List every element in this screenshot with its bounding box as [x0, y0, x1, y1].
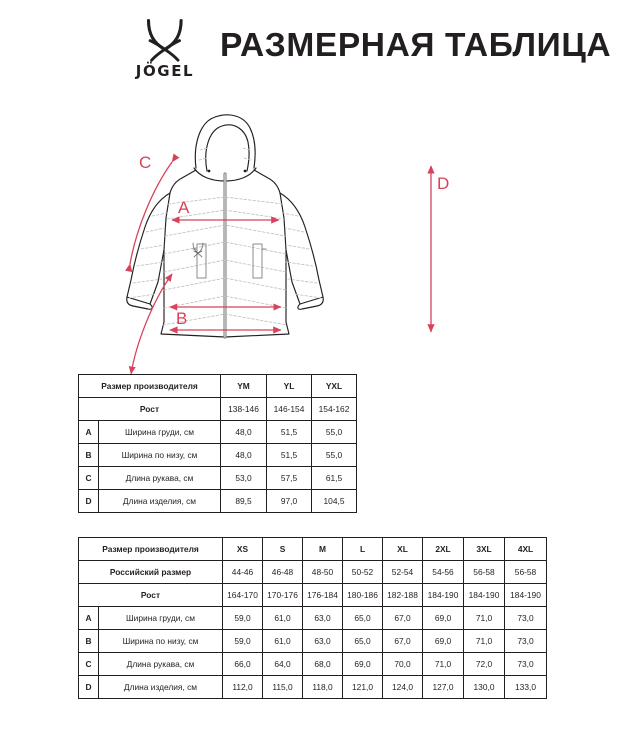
youth-col-0: YM	[221, 375, 267, 398]
measure-label-d: D	[437, 174, 450, 193]
youth-col-1: YL	[267, 375, 312, 398]
adult-b-5: 69,0	[423, 630, 464, 653]
brand-logo	[128, 18, 202, 79]
adult-manufacturer-size-label: Размер производителя	[79, 538, 223, 561]
adult-c-6: 72,0	[464, 653, 505, 676]
brand-wordmark: JÖGEL	[135, 61, 195, 80]
adult-d-1: 115,0	[263, 676, 303, 699]
adult-row-name-b: Ширина по низу, см	[99, 630, 223, 653]
adult-ru-4: 52-54	[383, 561, 423, 584]
adult-a-7: 73,0	[505, 607, 547, 630]
table-row	[79, 421, 357, 444]
youth-manufacturer-size-label: Размер производителя	[79, 375, 221, 398]
youth-c-0: 53,0	[221, 467, 267, 490]
adult-b-4: 67,0	[383, 630, 423, 653]
youth-row-name-a: Ширина груди, см	[99, 421, 221, 444]
adult-h-1: 170-176	[263, 584, 303, 607]
adult-d-3: 121,0	[343, 676, 383, 699]
table-row-manufacturer-size	[79, 375, 357, 398]
adult-c-1: 64,0	[263, 653, 303, 676]
adult-a-2: 63,0	[303, 607, 343, 630]
adult-col-5: 2XL	[423, 538, 464, 561]
size-table-youth	[78, 374, 357, 513]
adult-ru-1: 46-48	[263, 561, 303, 584]
youth-a-0: 48,0	[221, 421, 267, 444]
youth-height-2: 154-162	[312, 398, 357, 421]
table-row-russian-size	[79, 561, 547, 584]
adult-ru-7: 56-58	[505, 561, 547, 584]
youth-row-letter-c: C	[79, 467, 99, 490]
adult-col-2: M	[303, 538, 343, 561]
youth-d-0: 89,5	[221, 490, 267, 513]
youth-row-name-d: Длина изделия, см	[99, 490, 221, 513]
adult-ru-5: 54-56	[423, 561, 464, 584]
adult-d-7: 133,0	[505, 676, 547, 699]
adult-ru-3: 50-52	[343, 561, 383, 584]
adult-ru-6: 56-58	[464, 561, 505, 584]
table-row	[79, 607, 547, 630]
youth-b-0: 48,0	[221, 444, 267, 467]
table-row	[79, 490, 357, 513]
adult-h-2: 176-184	[303, 584, 343, 607]
adult-a-3: 65,0	[343, 607, 383, 630]
adult-h-6: 184-190	[464, 584, 505, 607]
adult-ru-2: 48-50	[303, 561, 343, 584]
youth-row-name-b: Ширина по низу, см	[99, 444, 221, 467]
youth-height-1: 146-154	[267, 398, 312, 421]
adult-row-letter-d: D	[79, 676, 99, 699]
adult-b-2: 63,0	[303, 630, 343, 653]
adult-a-0: 59,0	[223, 607, 263, 630]
adult-h-0: 164-170	[223, 584, 263, 607]
table-row-manufacturer-size	[79, 538, 547, 561]
jacket-illustration	[0, 92, 624, 374]
adult-col-4: XL	[383, 538, 423, 561]
adult-d-5: 127,0	[423, 676, 464, 699]
table-row	[79, 630, 547, 653]
adult-c-5: 71,0	[423, 653, 464, 676]
adult-b-6: 71,0	[464, 630, 505, 653]
table-row-height	[79, 584, 547, 607]
youth-c-2: 61,5	[312, 467, 357, 490]
youth-a-2: 55,0	[312, 421, 357, 444]
adult-col-6: 3XL	[464, 538, 505, 561]
adult-h-5: 184-190	[423, 584, 464, 607]
adult-h-3: 180-186	[343, 584, 383, 607]
adult-col-0: XS	[223, 538, 263, 561]
adult-col-7: 4XL	[505, 538, 547, 561]
adult-row-letter-a: A	[79, 607, 99, 630]
jogel-cup-logo-icon	[142, 18, 188, 63]
adult-c-7: 73,0	[505, 653, 547, 676]
adult-d-2: 118,0	[303, 676, 343, 699]
adult-a-6: 71,0	[464, 607, 505, 630]
adult-russian-size-label: Российский размер	[79, 561, 223, 584]
table-row	[79, 653, 547, 676]
adult-d-0: 112,0	[223, 676, 263, 699]
table-row	[79, 467, 357, 490]
page-title: РАЗМЕРНАЯ ТАБЛИЦА	[220, 27, 612, 65]
youth-row-letter-a: A	[79, 421, 99, 444]
adult-ru-0: 44-46	[223, 561, 263, 584]
adult-c-2: 68,0	[303, 653, 343, 676]
youth-d-1: 97,0	[267, 490, 312, 513]
measure-label-c: C	[139, 153, 152, 172]
youth-row-name-c: Длина рукава, см	[99, 467, 221, 490]
adult-a-1: 61,0	[263, 607, 303, 630]
adult-row-letter-b: B	[79, 630, 99, 653]
adult-b-0: 59,0	[223, 630, 263, 653]
adult-b-7: 73,0	[505, 630, 547, 653]
measure-label-a: A	[178, 198, 190, 217]
youth-b-2: 55,0	[312, 444, 357, 467]
youth-row-letter-b: B	[79, 444, 99, 467]
youth-col-2: YXL	[312, 375, 357, 398]
table-row	[79, 676, 547, 699]
youth-d-2: 104,5	[312, 490, 357, 513]
youth-height-0: 138-146	[221, 398, 267, 421]
adult-c-3: 69,0	[343, 653, 383, 676]
measure-arrow-c	[130, 162, 172, 264]
adult-d-6: 130,0	[464, 676, 505, 699]
adult-d-4: 124,0	[383, 676, 423, 699]
adult-c-4: 70,0	[383, 653, 423, 676]
youth-height-label: Рост	[79, 398, 221, 421]
table-row	[79, 444, 357, 467]
measure-label-b: B	[176, 309, 188, 328]
adult-row-letter-c: C	[79, 653, 99, 676]
adult-col-1: S	[263, 538, 303, 561]
youth-c-1: 57,5	[267, 467, 312, 490]
adult-row-name-a: Ширина груди, см	[99, 607, 223, 630]
adult-col-3: L	[343, 538, 383, 561]
size-table-adult	[78, 537, 547, 699]
adult-h-7: 184-190	[505, 584, 547, 607]
youth-b-1: 51,5	[267, 444, 312, 467]
adult-b-3: 65,0	[343, 630, 383, 653]
adult-a-5: 69,0	[423, 607, 464, 630]
youth-a-1: 51,5	[267, 421, 312, 444]
adult-b-1: 61,0	[263, 630, 303, 653]
table-row-height	[79, 398, 357, 421]
page-header	[0, 0, 624, 92]
adult-a-4: 67,0	[383, 607, 423, 630]
adult-row-name-d: Длина изделия, см	[99, 676, 223, 699]
adult-row-name-c: Длина рукава, см	[99, 653, 223, 676]
adult-c-0: 66,0	[223, 653, 263, 676]
adult-height-label: Рост	[79, 584, 223, 607]
youth-row-letter-d: D	[79, 490, 99, 513]
adult-h-4: 182-188	[383, 584, 423, 607]
